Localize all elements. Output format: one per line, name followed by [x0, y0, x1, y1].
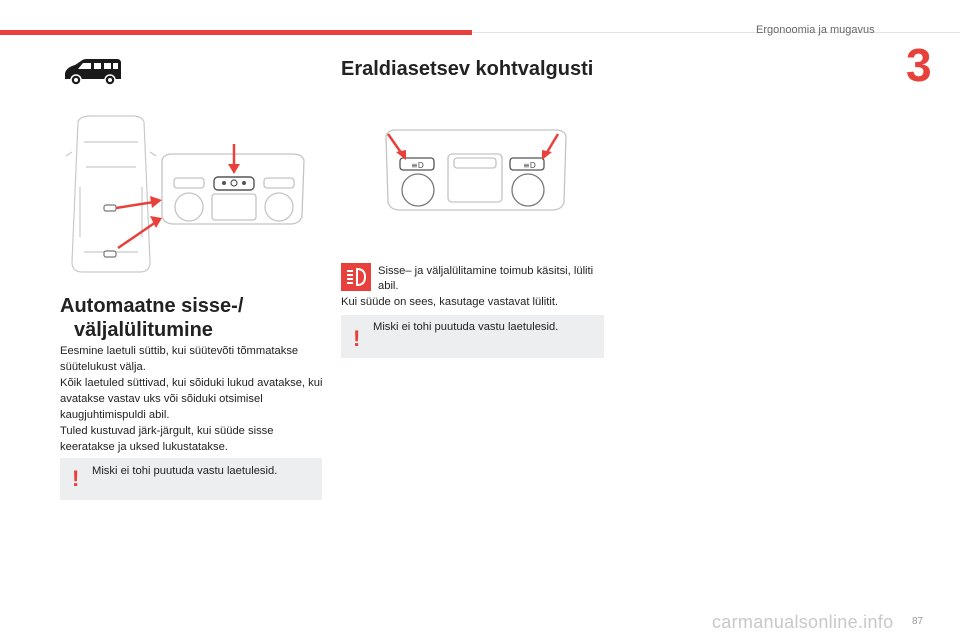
section-heading-auto	[60, 294, 330, 342]
vehicle-top-view	[66, 116, 156, 272]
paragraph: Tuled kustuvad järk-järgult, kui süüde sisse keeratakse ja uksed lukustatakse.	[60, 425, 274, 453]
svg-text:≡D: ≡D	[411, 161, 424, 170]
spotlight-icon	[341, 263, 371, 291]
ignition-note-text: Kui süüde on sees, kasutage vastavat lülitit.	[341, 296, 559, 308]
front-lamp-marker	[104, 205, 116, 211]
warning-icon: !	[353, 326, 361, 351]
ceiling-light-illustration	[60, 112, 320, 278]
paragraph: Kõik laetuled süttivad, kui sõiduki lukud avatakse, kui avatakse vastav uks või sõiduki otsimisel kaugjuhtimispuldi abil.	[60, 377, 323, 421]
chapter-number: 3	[906, 39, 932, 91]
warning-box	[341, 315, 604, 358]
paragraph: Eesmine laetuli süttib, kui süütevõti tõmmatakse süütelukust välja.	[60, 345, 299, 373]
watermark: carmanualsonline.info	[712, 612, 894, 632]
spotlight-illustration	[384, 128, 568, 214]
svg-text:≡D: ≡D	[523, 161, 536, 170]
header-accent-bar	[0, 30, 472, 35]
heading-line-1: Automaatne sisse-/	[60, 295, 244, 317]
warning-text: Miski ei tohi puutuda vastu laetulesid.	[373, 321, 559, 333]
arrow-icon	[388, 134, 558, 160]
warning-icon: !	[72, 466, 80, 491]
rear-lamp-marker	[104, 251, 116, 257]
page-number: 87	[912, 616, 924, 627]
section-title: Ergonoomia ja mugavus	[756, 24, 875, 36]
warning-text: Miski ei tohi puutuda vastu laetulesid.	[92, 465, 278, 477]
warning-box	[60, 458, 322, 500]
heading-line-2: väljalülitumine	[74, 319, 213, 341]
manual-switch-text: Sisse– ja väljalülitamine toimub käsitsi, lüliti abil.	[378, 265, 594, 292]
section-heading-spotlight: Eraldiasetsev kohtvalgusti	[341, 58, 594, 80]
arrow-icon	[116, 144, 240, 248]
ceiling-light-switch	[214, 177, 254, 190]
van-icon	[61, 57, 123, 89]
auto-description	[60, 343, 330, 455]
header-rule	[472, 32, 960, 33]
